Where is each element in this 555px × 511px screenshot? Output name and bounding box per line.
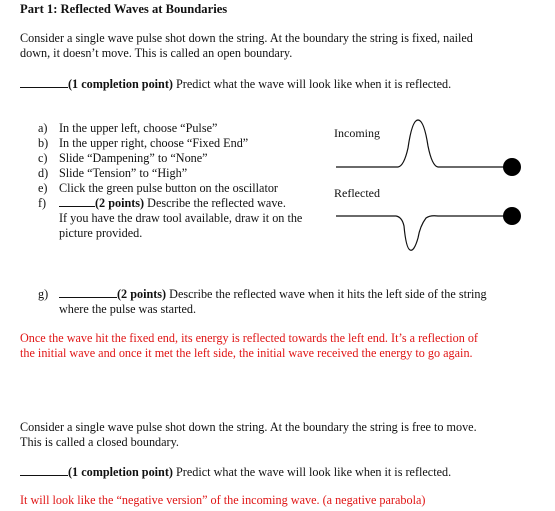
list-item: In the upper right, choose “Fixed End” xyxy=(59,136,249,150)
list-item: Slide “Tension” to “High” xyxy=(59,166,188,180)
incoming-label: Incoming xyxy=(334,126,380,140)
intro-paragraph-closed-boundary xyxy=(20,420,520,449)
list-label: b) xyxy=(38,136,49,150)
intro-line-2: This is called a closed boundary. xyxy=(20,434,179,449)
page-title: Part 1: Reflected Waves at Boundaries xyxy=(20,2,228,16)
list-label: c) xyxy=(38,151,48,165)
points-label: (1 completion point) xyxy=(68,465,173,479)
points-label: (1 completion point) xyxy=(68,77,173,91)
reflected-label: Reflected xyxy=(334,186,380,200)
intro-line-1: Consider a single wave pulse shot down the string. At the boundary the string is free to move. xyxy=(20,420,477,434)
predict-question-open xyxy=(20,77,451,92)
answer-g xyxy=(20,331,520,360)
wave-diagram xyxy=(326,108,526,260)
predict-text: Predict what the wave will look like when it is reflected. xyxy=(172,77,452,91)
list-label: f) xyxy=(38,196,47,210)
list-item-continuation: picture provided. xyxy=(59,226,143,240)
list-label: e) xyxy=(38,181,48,195)
question-text: Describe the reflected wave when it hits the left side of the string xyxy=(166,287,487,301)
points-label: (2 points) xyxy=(117,287,167,301)
list-item: Click the green pulse button on the oscillator xyxy=(59,181,278,195)
reflected-wave xyxy=(336,216,512,251)
predict-text: Predict what the wave will look like when it is reflected. xyxy=(172,465,452,479)
answer-closed: It will look like the “negative version” of the incoming wave. (a negative parabola) xyxy=(20,493,426,507)
points-label: (2 points) xyxy=(95,196,145,210)
list-item-f xyxy=(59,196,286,211)
answer-blank[interactable] xyxy=(20,465,68,476)
list-item: Slide “Dampening” to “None” xyxy=(59,151,208,165)
list-item-continuation: If you have the draw tool available, draw it on the xyxy=(59,211,303,225)
answer-blank[interactable] xyxy=(59,287,117,298)
answer-line-1: Once the wave hit the fixed end, its energy is reflected towards the left end. It’s a reflection of xyxy=(20,331,478,345)
answer-blank[interactable] xyxy=(20,77,68,88)
intro-line-2: down, it doesn’t move. This is called an open boundary. xyxy=(20,45,293,60)
list-label: g) xyxy=(38,287,49,301)
list-item: In the upper left, choose “Pulse” xyxy=(59,121,218,135)
question-g xyxy=(59,287,487,302)
intro-paragraph-open-boundary xyxy=(20,31,520,60)
question-text-continuation: where the pulse was started. xyxy=(59,302,197,316)
list-label: a) xyxy=(38,121,48,135)
answer-line-2: the initial wave and once it met the left side, the initial wave received the energy to go again. xyxy=(20,345,473,360)
list-label: d) xyxy=(38,166,49,180)
fixed-end-dot xyxy=(503,158,521,176)
fixed-end-dot xyxy=(503,207,521,225)
predict-question-closed xyxy=(20,465,451,480)
list-item-text: Describe the reflected wave. xyxy=(144,196,286,210)
intro-line-1: Consider a single wave pulse shot down the string. At the boundary the string is fixed, nailed xyxy=(20,31,473,45)
answer-blank[interactable] xyxy=(59,196,95,207)
